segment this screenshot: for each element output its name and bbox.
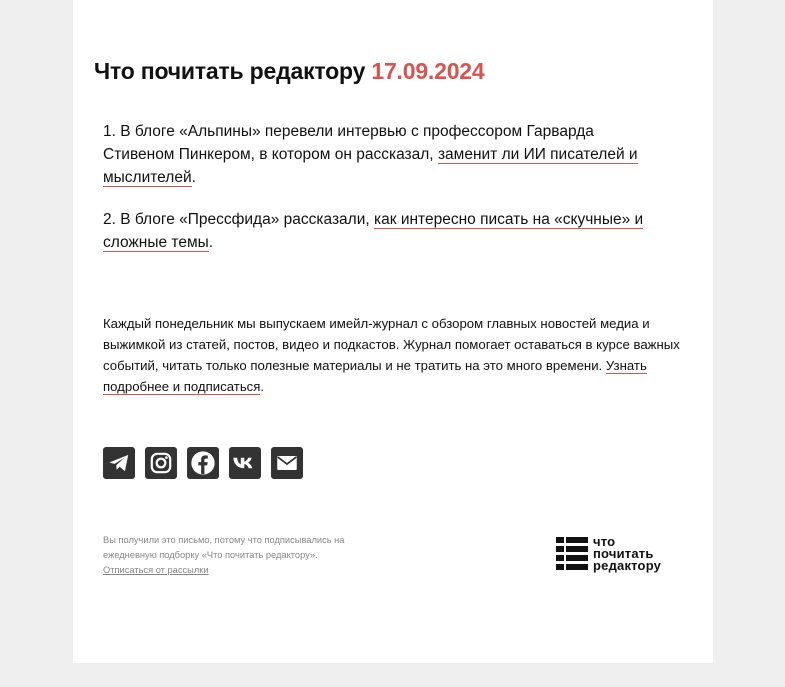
article-text: 1. В блоге «Альпины» перевели интервью с профессором Гарварда Стивеном Пинкером, в котором он рассказал, <box>103 123 594 163</box>
logo-line: редактору <box>593 558 662 573</box>
vk-icon[interactable] <box>229 447 261 479</box>
article-text: 2. В блоге «Прессфида» рассказали, <box>103 211 374 228</box>
telegram-icon[interactable] <box>103 447 135 479</box>
list-item <box>103 208 663 254</box>
footer-line: ежедневную подборку «Что почитать редактору». <box>103 550 318 560</box>
email-icon[interactable] <box>271 447 303 479</box>
facebook-icon[interactable] <box>187 447 219 479</box>
logo-line: почитать <box>593 546 654 561</box>
logo-text <box>593 536 661 572</box>
about-suffix: . <box>260 379 265 394</box>
instagram-icon[interactable] <box>145 447 177 479</box>
article-suffix: . <box>191 169 196 186</box>
article-suffix: . <box>208 234 214 251</box>
brand-logo <box>556 536 661 572</box>
issue-date: 17.09.2024 <box>371 58 485 84</box>
list-item <box>103 120 663 189</box>
logo-mark-icon <box>556 536 588 572</box>
about-paragraph <box>103 313 693 397</box>
email-card <box>73 0 713 663</box>
article-list <box>103 120 663 273</box>
title-text: Что почитать редактору <box>94 58 366 84</box>
about-text: Каждый понедельник мы выпускаем имейл-журнал с обзором главных новостей медиа и выжимкой из статей, постов, видео и подкастов. Журнал помогает оставаться в курсе важных событий, читать только полезные материалы и не тратить на это много времени. <box>103 316 680 373</box>
footer-line: Вы получили это письмо, потому что подписывались на <box>103 535 345 545</box>
page-title <box>94 58 485 85</box>
social-links <box>103 447 303 479</box>
article-link[interactable]: как интересно писать на «скучные» и сложные темы <box>103 211 644 251</box>
unsubscribe-link[interactable]: Отписаться от рассылки <box>103 565 209 575</box>
subscribe-link[interactable]: Узнать подробнее и подписаться <box>103 358 647 394</box>
logo-line: что <box>593 534 616 549</box>
article-link[interactable]: заменит ли ИИ писателей и мыслителей <box>103 146 638 186</box>
footer-note <box>103 533 393 578</box>
